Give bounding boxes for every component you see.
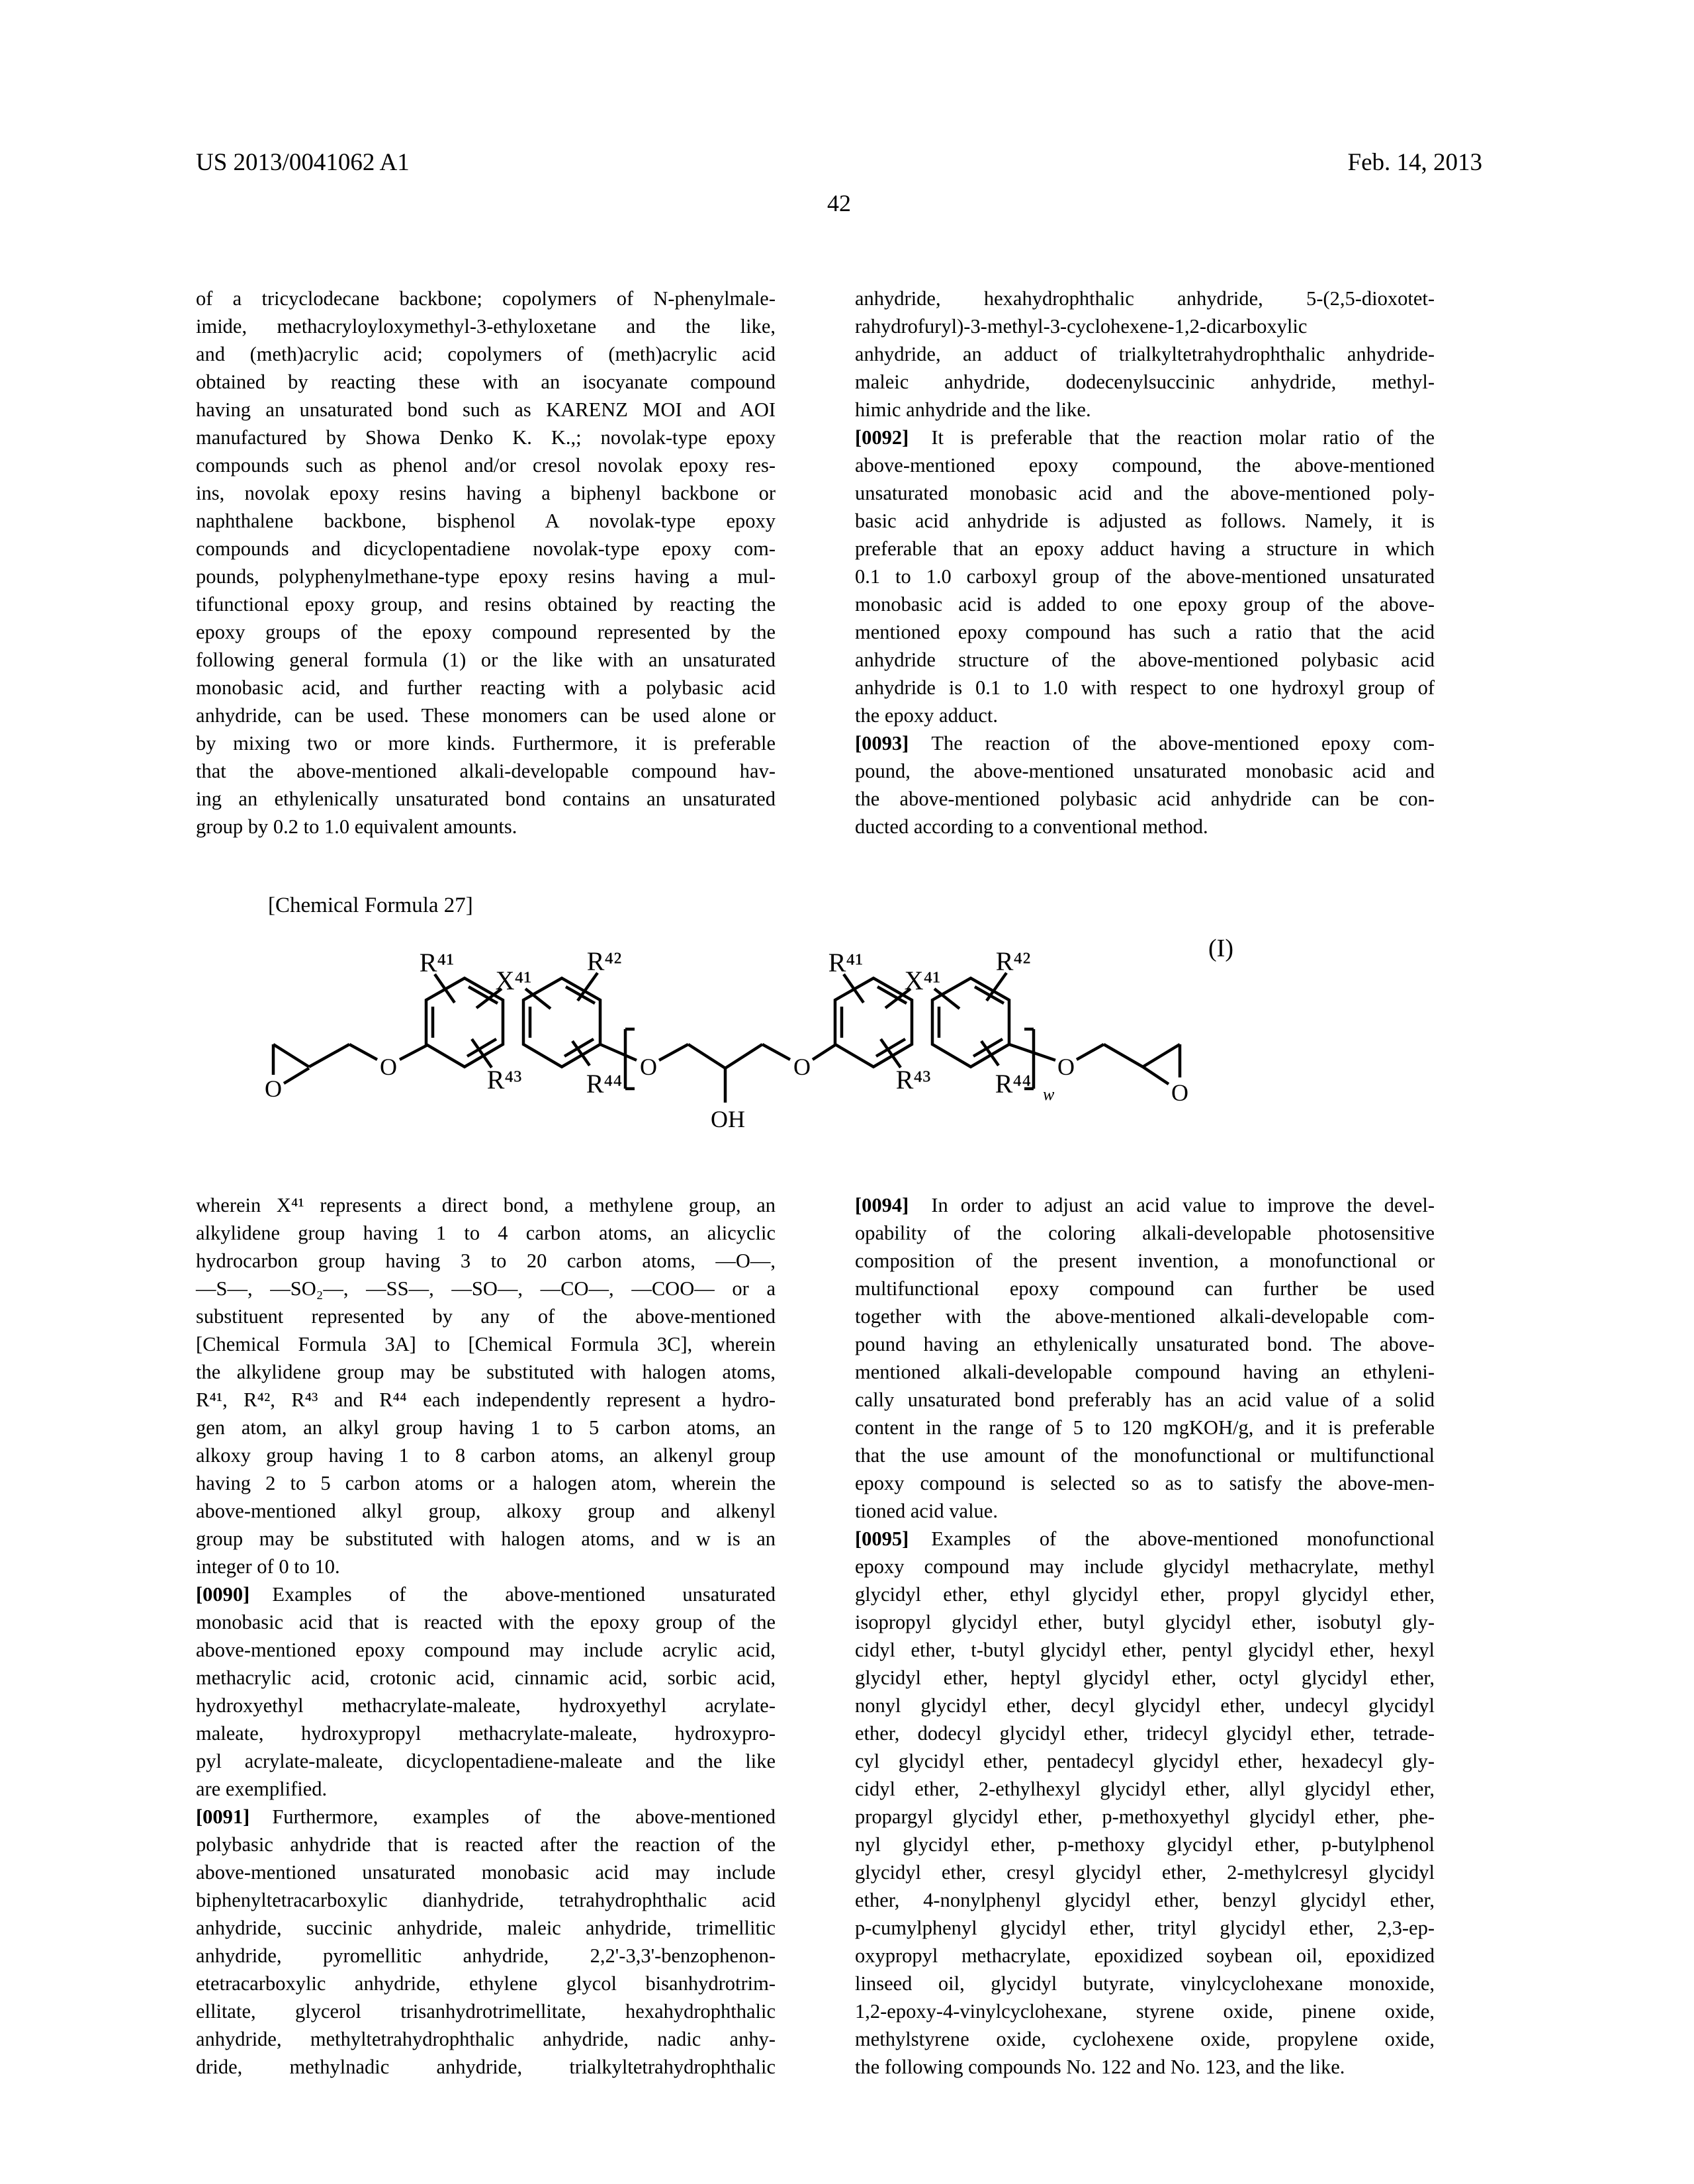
substituent-label-r42: R⁴² [586, 946, 622, 976]
text-line: —S—, —SO₂—, —SS—, —SO—, —CO—, —COO— or a [196, 1277, 776, 1300]
text-line: preferable that an epoxy adduct having a structure in which [855, 537, 1435, 560]
text-line: monobasic acid that is reacted with the epoxy group of the [196, 1611, 776, 1633]
paragraph [196, 1580, 776, 1803]
text-line: the epoxy adduct. [855, 704, 998, 727]
linker-label-x41: X⁴¹ [904, 966, 941, 995]
substituent-label-r44: R⁴⁴ [995, 1069, 1032, 1099]
atom-label-o: O [1057, 1054, 1075, 1080]
text-line: anhydride, succinic anhydride, maleic anhydride, trimellitic [196, 1917, 776, 1939]
text-line: pound having an ethylenically unsaturated bond. The above- [855, 1333, 1435, 1355]
text-line: above-mentioned unsaturated monobasic acid may include [196, 1861, 776, 1884]
substituent-label-r44: R⁴⁴ [586, 1069, 623, 1099]
text-line: above-mentioned alkyl group, alkoxy group and alkenyl [196, 1500, 776, 1522]
text-line: together with the above-mentioned alkali-developable com- [855, 1305, 1435, 1328]
text-line: compounds and dicyclopentadiene novolak-type epoxy com- [196, 537, 776, 560]
text-line: p-cumylphenyl glycidyl ether, trityl glycidyl ether, 2,3-ep- [855, 1917, 1435, 1939]
text-line: multifunctional epoxy compound can further be used [855, 1277, 1435, 1300]
glycidyl-chain-right [1057, 1044, 1143, 1080]
text-line: group by 0.2 to 1.0 equivalent amounts. [196, 815, 517, 838]
substituent-label-r42: R⁴² [995, 946, 1031, 976]
formula-number: (I) [1208, 934, 1233, 962]
text-line: rahydrofuryl)-3-methyl-3-cyclohexene-1,2-dicarboxylic [855, 315, 1308, 338]
hydroxyl-label: OH [711, 1106, 745, 1132]
atom-label-o: O [265, 1075, 282, 1102]
chemical-formula-27-structure [218, 927, 1277, 1145]
text-line: himic anhydride and the like. [855, 398, 1091, 421]
text-line: that the use amount of the monofunctional or multifunctional [855, 1444, 1435, 1467]
text-line: hydroxyethyl methacrylate-maleate, hydroxyethyl acrylate- [196, 1694, 776, 1717]
text-line: maleic anhydride, dodecenylsuccinic anhydride, methyl- [855, 371, 1435, 393]
text-line: gen atom, an alkyl group having 1 to 5 carbon atoms, an [196, 1416, 776, 1439]
text-line: following general formula (1) or the like with an unsaturated [196, 649, 776, 671]
text-line: [0095] Examples of the above-mentioned monofunctional [855, 1527, 1435, 1550]
text-line: monobasic acid is added to one epoxy group of the above- [855, 593, 1435, 615]
atom-label-o: O [640, 1054, 657, 1080]
text-line: tifunctional epoxy group, and resins obtained by reacting the [196, 593, 776, 615]
publication-date: Feb. 14, 2013 [1347, 149, 1482, 176]
text-line: compounds such as phenol and/or cresol novolak epoxy res- [196, 454, 776, 477]
text-line: manufactured by Showa Denko K. K.,; novolak-type epoxy [196, 426, 776, 449]
text-line: obtained by reacting these with an isocyanate compound [196, 371, 776, 393]
text-line: R⁴¹, R⁴², R⁴³ and R⁴⁴ each independently represent a hydro- [196, 1388, 776, 1411]
text-line: are exemplified. [196, 1778, 328, 1800]
text-line: oxypropyl methacrylate, epoxidized soybean oil, epoxidized [855, 1944, 1435, 1967]
epoxide-ring-left [265, 1044, 309, 1102]
text-line: ether, dodecyl glycidyl ether, tridecyl glycidyl ether, tetrade- [855, 1722, 1435, 1745]
substituent-label-r43: R⁴³ [486, 1065, 522, 1095]
text-line: wherein X⁴¹ represents a direct bond, a methylene group, an [196, 1194, 776, 1216]
text-line: the alkylidene group may be substituted with halogen atoms, [196, 1361, 776, 1383]
text-line: epoxy compound may include glycidyl methacrylate, methyl [855, 1555, 1435, 1578]
text-line: pyl acrylate-maleate, dicyclopentadiene-maleate and the like [196, 1750, 776, 1772]
text-line: imide, methacryloyloxymethyl-3-ethyloxetane and the like, [196, 315, 776, 338]
text-line: polybasic anhydride that is reacted after the reaction of the [196, 1833, 776, 1856]
text-line: alkoxy group having 1 to 8 carbon atoms, an alkenyl group [196, 1444, 776, 1467]
text-line: methacrylic acid, crotonic acid, cinnamic acid, sorbic acid, [196, 1666, 776, 1689]
publication-number: US 2013/0041062 A1 [196, 149, 410, 176]
paragraph [855, 1525, 1435, 2081]
text-line: cidyl ether, 2-ethylhexyl glycidyl ether, allyl glycidyl ether, [855, 1778, 1435, 1800]
paragraph [196, 1803, 776, 2081]
text-line: anhydride, methyltetrahydrophthalic anhydride, nadic anhy- [196, 2028, 776, 2050]
text-line: alkylidene group having 1 to 4 carbon atoms, an alicyclic [196, 1222, 776, 1244]
text-line: [0094] In order to adjust an acid value to improve the devel- [855, 1194, 1435, 1216]
text-line: cyl glycidyl ether, pentadecyl glycidyl ether, hexadecyl gly- [855, 1750, 1435, 1772]
paragraph [196, 285, 776, 841]
paragraph-number: [0093] [855, 732, 909, 754]
chemical-formula-caption: [Chemical Formula 27] [268, 893, 473, 917]
text-line: having 2 to 5 carbon atoms or a halogen atom, wherein the [196, 1472, 776, 1494]
text-line: and (meth)acrylic acid; copolymers of (meth)acrylic acid [196, 343, 776, 365]
text-line: linseed oil, glycidyl butyrate, vinylcyclohexane monoxide, [855, 1972, 1435, 1995]
text-line: glycidyl ether, heptyl glycidyl ether, octyl glycidyl ether, [855, 1666, 1435, 1689]
page-number: 42 [827, 190, 851, 216]
text-line: glycidyl ether, cresyl glycidyl ether, 2-methylcresyl glycidyl [855, 1861, 1435, 1884]
text-line: nyl glycidyl ether, p-methoxy glycidyl ether, p-butylphenol [855, 1833, 1435, 1856]
glycidyl-chain-left [309, 1044, 427, 1080]
paragraph [855, 285, 1435, 424]
text-line: cally unsaturated bond preferably has an acid value of a solid [855, 1388, 1435, 1411]
text-line: 1,2-epoxy-4-vinylcyclohexane, styrene oxide, pinene oxide, [855, 2000, 1435, 2023]
text-line: pound, the above-mentioned unsaturated monobasic acid and [855, 760, 1435, 782]
text-line: anhydride is 0.1 to 1.0 with respect to one hydroxyl group of [855, 676, 1435, 699]
text-line: unsaturated monobasic acid and the above-mentioned poly- [855, 482, 1435, 504]
paragraph-number: [0094] [855, 1194, 909, 1216]
text-line: by mixing two or more kinds. Furthermore, it is preferable [196, 732, 776, 754]
text-line: anhydride structure of the above-mentioned polybasic acid [855, 649, 1435, 671]
text-line: having an unsaturated bond such as KARENZ MOI and AOI [196, 398, 776, 421]
text-line: [0093] The reaction of the above-mentioned epoxy com- [855, 732, 1435, 754]
substituent-label-r41: R⁴¹ [419, 948, 455, 978]
paragraph [855, 1191, 1435, 1525]
text-line: propargyl glycidyl ether, p-methoxyethyl glycidyl ether, phe- [855, 1805, 1435, 1828]
x41-linkage-left [476, 966, 551, 1009]
text-line: anhydride, can be used. These monomers can be used alone or [196, 704, 776, 727]
text-line: monobasic acid, and further reacting with a polybasic acid [196, 676, 776, 699]
paragraph [196, 1191, 776, 1580]
text-line: [0090] Examples of the above-mentioned unsaturated [196, 1583, 776, 1606]
text-line: ing an ethylenically unsaturated bond contains an unsaturated [196, 788, 776, 810]
linker-label-x41: X⁴¹ [495, 966, 532, 995]
glycerol-chain-center [640, 1044, 835, 1132]
text-line: biphenyltetracarboxylic dianhydride, tetrahydrophthalic acid [196, 1889, 776, 1911]
paragraph-number: [0091] [196, 1805, 250, 1828]
text-line: epoxy groups of the epoxy compound represented by the [196, 621, 776, 643]
atom-label-o: O [793, 1054, 811, 1080]
substituent-label-r43: R⁴³ [895, 1065, 931, 1095]
repeat-subscript-w: w [1043, 1085, 1055, 1104]
text-line: [Chemical Formula 3A] to [Chemical Formula 3C], wherein [196, 1333, 776, 1355]
text-line: mentioned alkali-developable compound having an ethyleni- [855, 1361, 1435, 1383]
text-line: hydrocarbon group having 3 to 20 carbon atoms, —O—, [196, 1250, 776, 1272]
text-line: tioned acid value. [855, 1500, 998, 1522]
text-line: maleate, hydroxypropyl methacrylate-maleate, hydroxypro- [196, 1722, 776, 1745]
paragraph-number: [0090] [196, 1583, 250, 1606]
text-line: ins, novolak epoxy resins having a biphenyl backbone or [196, 482, 776, 504]
text-line: epoxy compound is selected so as to satisfy the above-men- [855, 1472, 1435, 1494]
epoxide-ring-right [1143, 1044, 1188, 1106]
text-line: ether, 4-nonylphenyl glycidyl ether, benzyl glycidyl ether, [855, 1889, 1435, 1911]
text-line: above-mentioned epoxy compound may include acrylic acid, [196, 1639, 776, 1661]
paragraph-number: [0095] [855, 1527, 909, 1550]
atom-label-o: O [380, 1054, 397, 1080]
text-line: anhydride, hexahydrophthalic anhydride, 5-(2,5-dioxotet- [855, 287, 1435, 310]
text-line: etetracarboxylic anhydride, ethylene glycol bisanhydrotrim- [196, 1972, 776, 1995]
paragraph [855, 424, 1435, 729]
text-line: opability of the coloring alkali-developable photosensitive [855, 1222, 1435, 1244]
text-line: pounds, polyphenylmethane-type epoxy resins having a mul- [196, 565, 776, 588]
text-line: that the above-mentioned alkali-developable compound hav- [196, 760, 776, 782]
text-line: the following compounds No. 122 and No. 123, and the like. [855, 2056, 1345, 2078]
text-line: cidyl ether, t-butyl glycidyl ether, pentyl glycidyl ether, hexyl [855, 1639, 1435, 1661]
benzene-ring-2 [523, 946, 622, 1099]
text-line: isopropyl glycidyl ether, butyl glycidyl ether, isobutyl gly- [855, 1611, 1435, 1633]
paragraph-number: [0092] [855, 426, 909, 449]
text-line: dride, methylnadic anhydride, trialkyltetrahydrophthalic [196, 2056, 776, 2078]
right-column-bottom [855, 1191, 1435, 2081]
text-line: [0092] It is preferable that the reaction molar ratio of the [855, 426, 1435, 449]
text-line: naphthalene backbone, bisphenol A novolak-type epoxy [196, 510, 776, 532]
text-line: content in the range of 5 to 120 mgKOH/g, and it is preferable [855, 1416, 1435, 1439]
text-line: composition of the present invention, a monofunctional or [855, 1250, 1435, 1272]
text-line: methylstyrene oxide, cyclohexene oxide, propylene oxide, [855, 2028, 1435, 2050]
benzene-ring-4 [932, 946, 1031, 1099]
text-line: integer of 0 to 10. [196, 1555, 340, 1578]
page-header [196, 148, 1482, 177]
text-line: anhydride, pyromellitic anhydride, 2,2'-3,3'-benzophenon- [196, 1944, 776, 1967]
left-column-top [196, 285, 776, 841]
text-line: the above-mentioned polybasic acid anhydride can be con- [855, 788, 1435, 810]
text-line: [0091] Furthermore, examples of the above-mentioned [196, 1805, 776, 1828]
text-line: basic acid anhydride is adjusted as follows. Namely, it is [855, 510, 1435, 532]
text-line: 0.1 to 1.0 carboxyl group of the above-mentioned unsaturated [855, 565, 1435, 588]
text-line: mentioned epoxy compound has such a ratio that the acid [855, 621, 1435, 643]
paragraph [855, 729, 1435, 841]
text-line: group may be substituted with halogen atoms, and w is an [196, 1527, 776, 1550]
left-column-bottom [196, 1191, 776, 2081]
text-line: ducted according to a conventional method. [855, 815, 1208, 838]
text-line: ellitate, glycerol trisanhydrotrimellitate, hexahydrophthalic [196, 2000, 776, 2023]
atom-label-o: O [1171, 1079, 1188, 1106]
x41-linkage-right [885, 966, 959, 1009]
text-line: substituent represented by any of the above-mentioned [196, 1305, 776, 1328]
text-line: of a tricyclodecane backbone; copolymers of N-phenylmale- [196, 287, 776, 310]
text-line: nonyl glycidyl ether, decyl glycidyl ether, undecyl glycidyl [855, 1694, 1435, 1717]
right-column-top [855, 285, 1435, 841]
text-line: glycidyl ether, ethyl glycidyl ether, propyl glycidyl ether, [855, 1583, 1435, 1606]
text-line: anhydride, an adduct of trialkyltetrahydrophthalic anhydride- [855, 343, 1435, 365]
substituent-label-r41: R⁴¹ [828, 948, 864, 978]
text-line: above-mentioned epoxy compound, the above-mentioned [855, 454, 1435, 477]
